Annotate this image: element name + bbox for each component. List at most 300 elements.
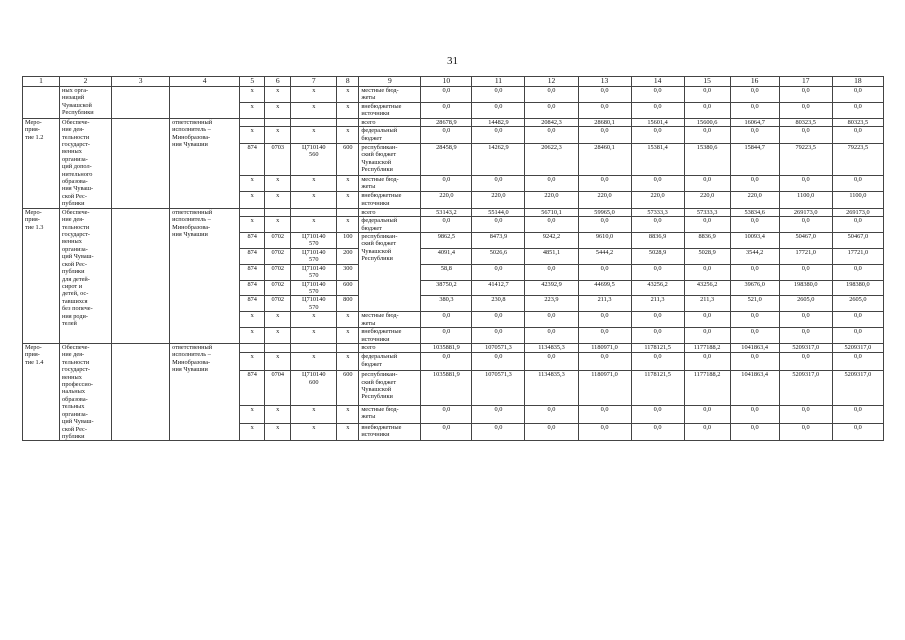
- code-cell: x: [291, 217, 337, 233]
- header-row: [23, 77, 884, 87]
- value-cell: 16064,7: [730, 118, 779, 127]
- value-cell: 5209317,0: [832, 343, 883, 352]
- header-cell: 17: [779, 77, 832, 87]
- value-cell: 0,0: [779, 217, 832, 233]
- value-cell: 0,0: [578, 87, 631, 103]
- value-cell: 9242,2: [525, 233, 578, 249]
- value-cell: 10093,4: [730, 233, 779, 249]
- value-cell: 0,0: [631, 127, 684, 143]
- code-cell: x: [291, 353, 337, 371]
- measure-name-cell: Обеспече- ние дея- тельности государст- венных организа- ций Чуваш- ской Рес- публики для детей- сирот и детей, ос- тавшихся без попече- ния роди- телей: [60, 208, 112, 343]
- value-cell: 1035881,9: [421, 343, 472, 352]
- header-cell: 9: [359, 77, 421, 87]
- value-cell: 0,0: [578, 264, 631, 280]
- budget-table: [22, 76, 884, 441]
- value-cell: 0,0: [779, 328, 832, 344]
- code-cell: x: [240, 217, 265, 233]
- measure-cell: [23, 87, 60, 119]
- value-cell: 17721,0: [832, 248, 883, 264]
- measure-name-cell: Обеспече- ние дея- тельности государст- венных профессио- нальных образова- тельных организа- ций Чуваш- ской Рес- публики: [60, 343, 112, 440]
- value-cell: 1178121,5: [631, 371, 684, 406]
- table-row: [23, 208, 884, 216]
- code-cell: x: [291, 423, 337, 441]
- page-number: 31: [447, 55, 458, 67]
- code-cell: x: [265, 192, 291, 208]
- value-cell: 8473,9: [472, 233, 525, 249]
- code-cell: x: [337, 353, 359, 371]
- value-cell: 28678,9: [421, 118, 472, 127]
- value-cell: 220,0: [421, 192, 472, 208]
- value-cell: 43256,2: [684, 280, 730, 296]
- empty-cell: [112, 343, 170, 440]
- value-cell: 223,9: [525, 296, 578, 312]
- value-cell: 0,0: [684, 328, 730, 344]
- code-cell: Ц710140 600: [291, 371, 337, 406]
- code-cell: x: [240, 328, 265, 344]
- value-cell: 1178121,5: [631, 343, 684, 352]
- code-cell: [240, 118, 265, 127]
- value-cell: 0,0: [525, 405, 578, 423]
- executor-cell: ответственный исполнитель – Минобразова- ния Чувашии: [170, 343, 240, 440]
- value-cell: 1134835,3: [525, 343, 578, 352]
- measure-name-cell: ных орга- низаций Чувашской Республики: [60, 87, 112, 119]
- value-cell: 1070571,3: [472, 371, 525, 406]
- value-cell: 0,0: [421, 102, 472, 118]
- value-cell: 0,0: [525, 312, 578, 328]
- code-cell: x: [265, 127, 291, 143]
- value-cell: 0,0: [684, 312, 730, 328]
- value-cell: 0,0: [684, 87, 730, 103]
- value-cell: 0,0: [730, 87, 779, 103]
- value-cell: 0,0: [525, 217, 578, 233]
- value-cell: 0,0: [421, 175, 472, 191]
- value-cell: 0,0: [472, 264, 525, 280]
- value-cell: 220,0: [472, 192, 525, 208]
- value-cell: 0,0: [472, 353, 525, 371]
- value-cell: 0,0: [779, 264, 832, 280]
- empty-cell: [112, 118, 170, 208]
- value-cell: 0,0: [472, 175, 525, 191]
- value-cell: 15380,6: [684, 143, 730, 175]
- code-cell: 874: [240, 280, 265, 296]
- value-cell: 0,0: [779, 353, 832, 371]
- code-cell: 874: [240, 233, 265, 249]
- value-cell: 50467,0: [779, 233, 832, 249]
- code-cell: x: [240, 175, 265, 191]
- source-cell: местные бюд- жеты: [359, 405, 421, 423]
- code-cell: x: [240, 192, 265, 208]
- source-cell: федеральный бюджет: [359, 127, 421, 143]
- value-cell: 20842,3: [525, 118, 578, 127]
- source-cell: всего: [359, 343, 421, 352]
- code-cell: 874: [240, 371, 265, 406]
- value-cell: 0,0: [525, 102, 578, 118]
- value-cell: 0,0: [631, 328, 684, 344]
- code-cell: x: [240, 405, 265, 423]
- code-cell: x: [265, 217, 291, 233]
- value-cell: 0,0: [472, 217, 525, 233]
- value-cell: 0,0: [832, 175, 883, 191]
- value-cell: 0,0: [684, 264, 730, 280]
- code-cell: x: [240, 423, 265, 441]
- value-cell: 1180971,0: [578, 371, 631, 406]
- header-cell: 13: [578, 77, 631, 87]
- value-cell: 0,0: [421, 405, 472, 423]
- code-cell: 874: [240, 264, 265, 280]
- value-cell: 0,0: [684, 217, 730, 233]
- value-cell: 8836,9: [684, 233, 730, 249]
- header-cell: 3: [112, 77, 170, 87]
- value-cell: 0,0: [421, 127, 472, 143]
- code-cell: x: [265, 423, 291, 441]
- value-cell: 0,0: [578, 405, 631, 423]
- value-cell: 0,0: [730, 264, 779, 280]
- value-cell: 14482,9: [472, 118, 525, 127]
- value-cell: 0,0: [421, 217, 472, 233]
- code-cell: Ц710140 570: [291, 264, 337, 280]
- value-cell: 0,0: [779, 175, 832, 191]
- value-cell: 28460,1: [578, 143, 631, 175]
- value-cell: 0,0: [525, 328, 578, 344]
- value-cell: 211,3: [684, 296, 730, 312]
- source-cell: республикан- ский бюджет Чувашской Республики: [359, 233, 421, 312]
- source-cell: внебюджетные источники: [359, 328, 421, 344]
- value-cell: 14262,9: [472, 143, 525, 175]
- value-cell: 43256,2: [631, 280, 684, 296]
- value-cell: 0,0: [684, 423, 730, 441]
- value-cell: 20622,3: [525, 143, 578, 175]
- value-cell: 1035881,9: [421, 371, 472, 406]
- value-cell: 0,0: [832, 127, 883, 143]
- value-cell: 0,0: [684, 127, 730, 143]
- value-cell: 0,0: [525, 87, 578, 103]
- source-cell: федеральный бюджет: [359, 353, 421, 371]
- header-cell: 7: [291, 77, 337, 87]
- value-cell: 0,0: [631, 217, 684, 233]
- code-cell: 200: [337, 248, 359, 264]
- source-cell: всего: [359, 208, 421, 216]
- source-cell: местные бюд- жеты: [359, 312, 421, 328]
- code-cell: 874: [240, 248, 265, 264]
- value-cell: 0,0: [525, 264, 578, 280]
- value-cell: 211,3: [631, 296, 684, 312]
- code-cell: Ц710140 570: [291, 233, 337, 249]
- value-cell: 1070571,3: [472, 343, 525, 352]
- value-cell: 0,0: [578, 127, 631, 143]
- code-cell: x: [291, 328, 337, 344]
- code-cell: x: [291, 405, 337, 423]
- value-cell: 0,0: [631, 87, 684, 103]
- value-cell: 0,0: [730, 405, 779, 423]
- code-cell: x: [291, 175, 337, 191]
- value-cell: 0,0: [832, 312, 883, 328]
- value-cell: 53143,2: [421, 208, 472, 216]
- value-cell: 53834,6: [730, 208, 779, 216]
- value-cell: 0,0: [832, 264, 883, 280]
- code-cell: x: [291, 127, 337, 143]
- value-cell: 0,0: [730, 175, 779, 191]
- header-cell: 11: [472, 77, 525, 87]
- header-cell: 15: [684, 77, 730, 87]
- value-cell: 80323,5: [832, 118, 883, 127]
- value-cell: 0,0: [684, 175, 730, 191]
- value-cell: 17721,0: [779, 248, 832, 264]
- value-cell: 55144,0: [472, 208, 525, 216]
- value-cell: 521,0: [730, 296, 779, 312]
- code-cell: x: [291, 87, 337, 103]
- value-cell: 0,0: [730, 217, 779, 233]
- value-cell: 211,3: [578, 296, 631, 312]
- value-cell: 0,0: [631, 102, 684, 118]
- value-cell: 0,0: [631, 405, 684, 423]
- value-cell: 1041863,4: [730, 343, 779, 352]
- code-cell: x: [291, 102, 337, 118]
- code-cell: [291, 118, 337, 127]
- code-cell: x: [265, 405, 291, 423]
- value-cell: 0,0: [730, 127, 779, 143]
- value-cell: 0,0: [684, 102, 730, 118]
- value-cell: 15844,7: [730, 143, 779, 175]
- code-cell: 0702: [265, 233, 291, 249]
- source-cell: всего: [359, 118, 421, 127]
- table-row: [23, 87, 884, 103]
- value-cell: 0,0: [472, 405, 525, 423]
- source-cell: внебюджетные источники: [359, 423, 421, 441]
- code-cell: x: [337, 217, 359, 233]
- value-cell: 0,0: [578, 423, 631, 441]
- value-cell: 220,0: [525, 192, 578, 208]
- value-cell: 1100,0: [779, 192, 832, 208]
- code-cell: [291, 208, 337, 216]
- value-cell: 220,0: [578, 192, 631, 208]
- value-cell: 42392,9: [525, 280, 578, 296]
- measure-name-cell: Обеспече- ние дея- тельности государст- венных организа- ций допол- нительного образова- ния Чуваш- ской Рес- публики: [60, 118, 112, 208]
- value-cell: 0,0: [730, 328, 779, 344]
- value-cell: 5026,6: [472, 248, 525, 264]
- value-cell: 5209317,0: [779, 371, 832, 406]
- value-cell: 15601,4: [631, 118, 684, 127]
- value-cell: 0,0: [779, 423, 832, 441]
- value-cell: 57333,3: [684, 208, 730, 216]
- value-cell: 0,0: [578, 102, 631, 118]
- value-cell: 15600,6: [684, 118, 730, 127]
- header-cell: 12: [525, 77, 578, 87]
- code-cell: 874: [240, 296, 265, 312]
- value-cell: 0,0: [472, 102, 525, 118]
- value-cell: 0,0: [779, 87, 832, 103]
- code-cell: Ц710140 560: [291, 143, 337, 175]
- code-cell: 0702: [265, 264, 291, 280]
- code-cell: x: [265, 353, 291, 371]
- value-cell: 0,0: [525, 127, 578, 143]
- code-cell: [265, 118, 291, 127]
- value-cell: 0,0: [525, 423, 578, 441]
- value-cell: 8836,9: [631, 233, 684, 249]
- header-cell: 4: [170, 77, 240, 87]
- value-cell: 15381,4: [631, 143, 684, 175]
- value-cell: 1180971,0: [578, 343, 631, 352]
- value-cell: 0,0: [472, 328, 525, 344]
- measure-number-cell: Меро- прия- тие 1.2: [23, 118, 60, 208]
- value-cell: 0,0: [779, 312, 832, 328]
- header-cell: 2: [60, 77, 112, 87]
- value-cell: 198380,0: [779, 280, 832, 296]
- value-cell: 0,0: [631, 353, 684, 371]
- code-cell: [337, 208, 359, 216]
- value-cell: 9862,5: [421, 233, 472, 249]
- value-cell: 59965,0: [578, 208, 631, 216]
- source-cell: внебюджетные источники: [359, 192, 421, 208]
- code-cell: 600: [337, 280, 359, 296]
- code-cell: 800: [337, 296, 359, 312]
- value-cell: 0,0: [421, 312, 472, 328]
- value-cell: 0,0: [525, 353, 578, 371]
- code-cell: x: [265, 312, 291, 328]
- measure-number-cell: Меро- прия- тие 1.4: [23, 343, 60, 440]
- value-cell: 2605,0: [832, 296, 883, 312]
- code-cell: 874: [240, 143, 265, 175]
- code-cell: x: [337, 423, 359, 441]
- source-cell: местные бюд- жеты: [359, 175, 421, 191]
- code-cell: 600: [337, 143, 359, 175]
- code-cell: x: [337, 175, 359, 191]
- value-cell: 41412,7: [472, 280, 525, 296]
- table-row: [23, 343, 884, 352]
- value-cell: 0,0: [421, 87, 472, 103]
- header-cell: 18: [832, 77, 883, 87]
- value-cell: 0,0: [421, 353, 472, 371]
- value-cell: 0,0: [779, 127, 832, 143]
- code-cell: x: [240, 102, 265, 118]
- code-cell: x: [337, 87, 359, 103]
- value-cell: 4091,4: [421, 248, 472, 264]
- value-cell: 57333,3: [631, 208, 684, 216]
- code-cell: 300: [337, 264, 359, 280]
- code-cell: [337, 118, 359, 127]
- value-cell: 0,0: [631, 312, 684, 328]
- code-cell: x: [265, 87, 291, 103]
- value-cell: 44699,5: [578, 280, 631, 296]
- value-cell: 2605,0: [779, 296, 832, 312]
- value-cell: 0,0: [631, 264, 684, 280]
- value-cell: 79223,5: [779, 143, 832, 175]
- value-cell: 0,0: [578, 353, 631, 371]
- code-cell: x: [240, 353, 265, 371]
- header-cell: 10: [421, 77, 472, 87]
- empty-cell: [112, 208, 170, 343]
- value-cell: 0,0: [578, 328, 631, 344]
- header-cell: 14: [631, 77, 684, 87]
- value-cell: 0,0: [578, 217, 631, 233]
- header-cell: 8: [337, 77, 359, 87]
- executor-cell: ответственный исполнитель – Минобразова- ния Чувашии: [170, 208, 240, 343]
- value-cell: 220,0: [631, 192, 684, 208]
- value-cell: 0,0: [421, 328, 472, 344]
- source-cell: федеральный бюджет: [359, 217, 421, 233]
- code-cell: x: [291, 312, 337, 328]
- empty-cell: [112, 87, 170, 119]
- value-cell: 0,0: [779, 405, 832, 423]
- code-cell: Ц710140 570: [291, 296, 337, 312]
- code-cell: x: [337, 405, 359, 423]
- value-cell: 0,0: [730, 312, 779, 328]
- value-cell: 1134835,3: [525, 371, 578, 406]
- value-cell: 198380,0: [832, 280, 883, 296]
- table-row: [23, 118, 884, 127]
- code-cell: [337, 343, 359, 352]
- value-cell: 0,0: [832, 102, 883, 118]
- value-cell: 1100,0: [832, 192, 883, 208]
- value-cell: 39676,0: [730, 280, 779, 296]
- code-cell: x: [240, 127, 265, 143]
- value-cell: 1177188,2: [684, 343, 730, 352]
- value-cell: 0,0: [631, 423, 684, 441]
- code-cell: x: [240, 312, 265, 328]
- value-cell: 38750,2: [421, 280, 472, 296]
- value-cell: 0,0: [730, 102, 779, 118]
- value-cell: 0,0: [684, 353, 730, 371]
- code-cell: x: [337, 102, 359, 118]
- value-cell: 5028,9: [684, 248, 730, 264]
- value-cell: 0,0: [472, 127, 525, 143]
- code-cell: Ц710140 570: [291, 280, 337, 296]
- value-cell: 0,0: [832, 423, 883, 441]
- code-cell: x: [240, 87, 265, 103]
- source-cell: республикан- ский бюджет Чувашской Республики: [359, 371, 421, 406]
- code-cell: 100: [337, 233, 359, 249]
- value-cell: 0,0: [684, 405, 730, 423]
- header-cell: 1: [23, 77, 60, 87]
- code-cell: 0702: [265, 280, 291, 296]
- header-cell: 6: [265, 77, 291, 87]
- value-cell: 0,0: [578, 312, 631, 328]
- value-cell: 0,0: [421, 423, 472, 441]
- code-cell: x: [337, 328, 359, 344]
- value-cell: 230,8: [472, 296, 525, 312]
- code-cell: 0704: [265, 371, 291, 406]
- value-cell: 0,0: [472, 87, 525, 103]
- code-cell: 0702: [265, 248, 291, 264]
- value-cell: 0,0: [525, 175, 578, 191]
- code-cell: Ц710140 570: [291, 248, 337, 264]
- value-cell: 1041863,4: [730, 371, 779, 406]
- source-cell: внебюджетные источники: [359, 102, 421, 118]
- code-cell: [265, 343, 291, 352]
- code-cell: 600: [337, 371, 359, 406]
- value-cell: 9610,0: [578, 233, 631, 249]
- value-cell: 0,0: [779, 102, 832, 118]
- code-cell: 0703: [265, 143, 291, 175]
- value-cell: 269173,0: [779, 208, 832, 216]
- value-cell: 0,0: [832, 353, 883, 371]
- value-cell: 220,0: [684, 192, 730, 208]
- value-cell: 50467,0: [832, 233, 883, 249]
- header-cell: 5: [240, 77, 265, 87]
- value-cell: 5209317,0: [779, 343, 832, 352]
- code-cell: [240, 343, 265, 352]
- executor-cell: ответственный исполнитель – Минобразова- ния Чувашии: [170, 118, 240, 208]
- value-cell: 0,0: [832, 87, 883, 103]
- value-cell: 0,0: [832, 328, 883, 344]
- code-cell: x: [337, 127, 359, 143]
- value-cell: 5028,9: [631, 248, 684, 264]
- code-cell: x: [337, 192, 359, 208]
- value-cell: 0,0: [832, 405, 883, 423]
- value-cell: 4851,1: [525, 248, 578, 264]
- value-cell: 0,0: [472, 423, 525, 441]
- code-cell: [265, 208, 291, 216]
- value-cell: 5209317,0: [832, 371, 883, 406]
